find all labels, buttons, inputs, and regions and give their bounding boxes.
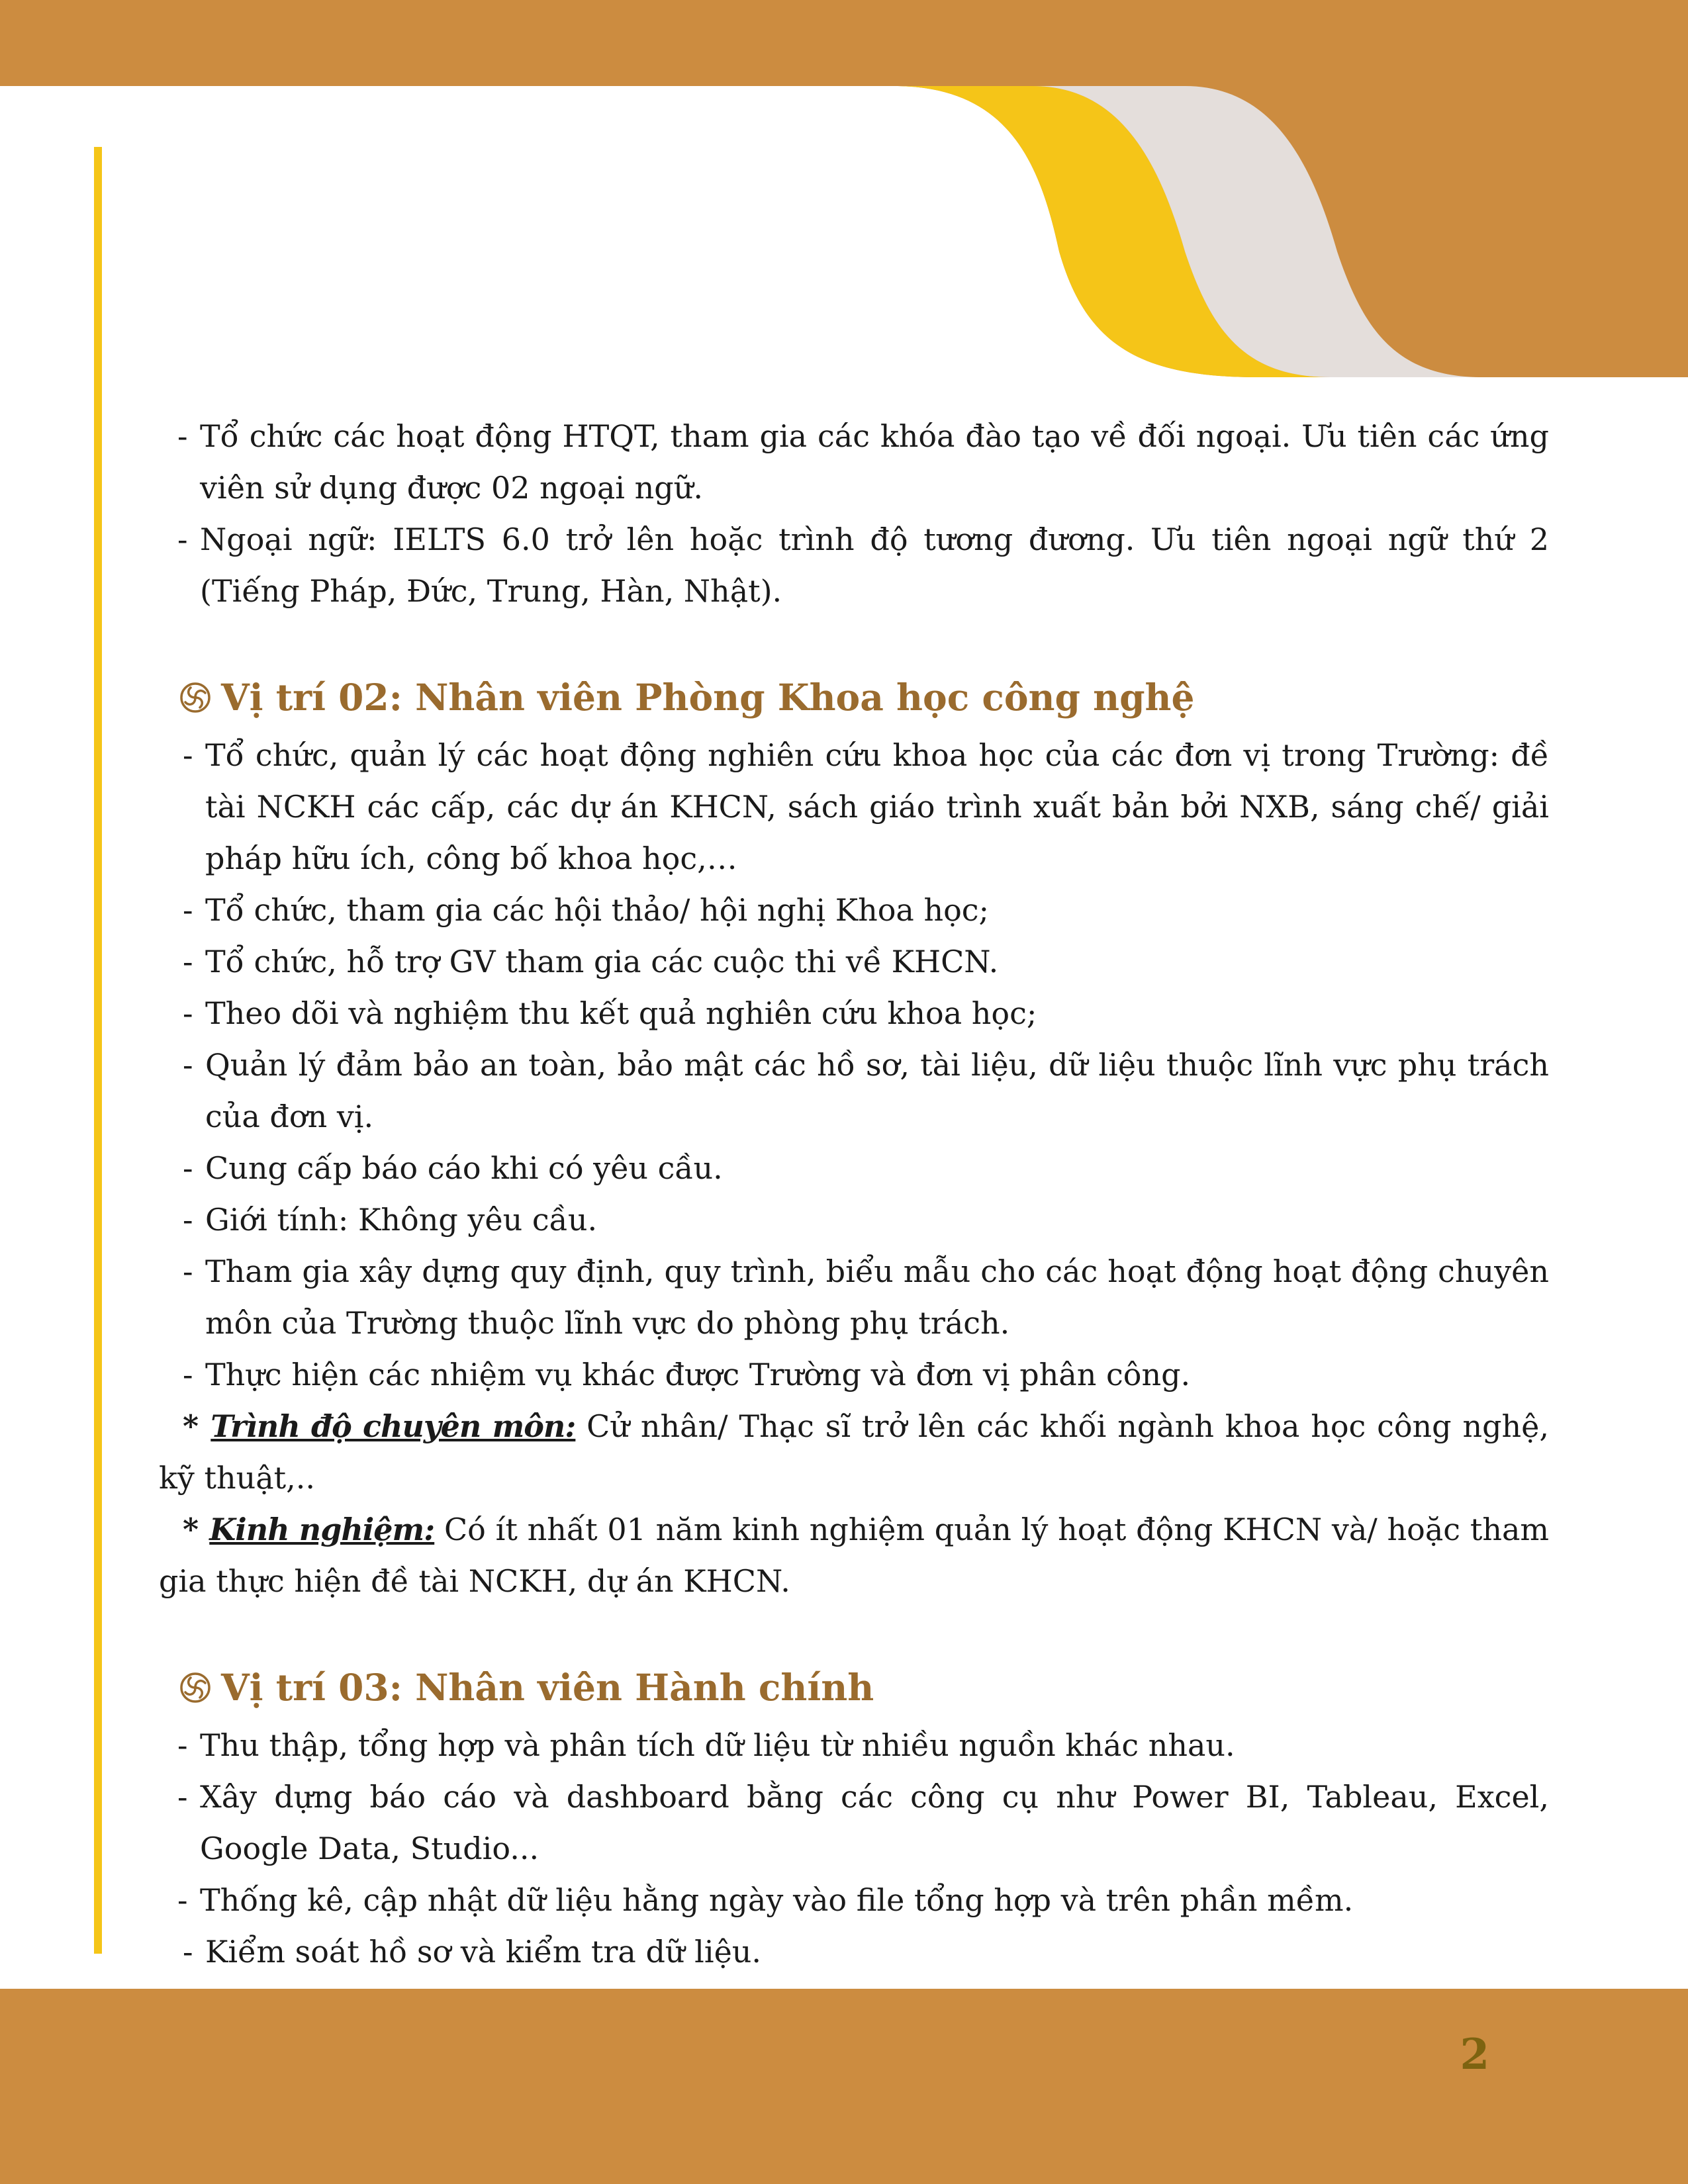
list-item: - Thống kê, cập nhật dữ liệu hằng ngày vào file tổng hợp và trên phần mềm. bbox=[177, 1882, 1354, 1918]
section-title-position-02: Vị trí 02: Nhân viên Phòng Khoa học công nghệ bbox=[159, 670, 1549, 725]
list-item: - Tổ chức, tham gia các hội thảo/ hội nghị Khoa học; bbox=[183, 892, 990, 928]
qualification-text: Cử nhân/ Thạc sĩ trở lên các khối ngành khoa học công nghệ, kỹ thuật,.. bbox=[159, 1408, 1549, 1496]
document-body bbox=[159, 410, 1549, 1978]
header-wave-decoration bbox=[0, 0, 1688, 377]
list-item: - Tổ chức, hỗ trợ GV tham gia các cuộc thi về KHCN. bbox=[183, 944, 999, 979]
footer-band bbox=[0, 1989, 1688, 2184]
swirl-icon bbox=[179, 1671, 212, 1704]
qualification-label: Trình độ chuyên môn: bbox=[211, 1408, 576, 1444]
list-item: - Cung cấp báo cáo khi có yêu cầu. bbox=[183, 1150, 723, 1186]
swirl-icon bbox=[179, 681, 212, 714]
page-number: 2 bbox=[1460, 2030, 1489, 2079]
left-accent-rule bbox=[94, 147, 102, 1954]
list-item: - Tổ chức các hoạt động HTQT, tham gia các khóa đào tạo về đối ngoại. Ưu tiên các ứng viên sử dụng được 02 ngoại ngữ. bbox=[177, 418, 1549, 506]
list-item: - Kiểm soát hồ sơ và kiểm tra dữ liệu. bbox=[183, 1934, 762, 1970]
list-item: - Tham gia xây dựng quy định, quy trình, biểu mẫu cho các hoạt động hoạt động chuyên môn của Trường thuộc lĩnh vực do phòng phụ trách. bbox=[183, 1253, 1549, 1341]
list-item: - Theo dõi và nghiệm thu kết quả nghiên cứu khoa học; bbox=[183, 995, 1037, 1031]
experience-label: Kinh nghiệm: bbox=[209, 1512, 435, 1547]
list-item: - Tổ chức, quản lý các hoạt động nghiên cứu khoa học của các đơn vị trong Trường: đề tài NCKH các cấp, các dự án KHCN, sách giáo trình xuất bản bởi NXB, sáng chế/ giải pháp hữu ích, công bố khoa học,… bbox=[183, 737, 1549, 876]
list-item: - Giới tính: Không yêu cầu. bbox=[183, 1202, 598, 1238]
list-item: - Xây dựng báo cáo và dashboard bằng các công cụ như Power BI, Tableau, Excel, Google Data, Studio... bbox=[177, 1779, 1549, 1866]
list-item: - Ngoại ngữ: IELTS 6.0 trở lên hoặc trình độ tương đương. Ưu tiên ngoại ngữ thứ 2 (Tiếng Pháp, Đức, Trung, Hàn, Nhật). bbox=[177, 522, 1549, 609]
list-item: - Quản lý đảm bảo an toàn, bảo mật các hồ sơ, tài liệu, dữ liệu thuộc lĩnh vực phụ trách của đơn vị. bbox=[183, 1047, 1549, 1134]
list-item: - Thu thập, tổng hợp và phân tích dữ liệu từ nhiều nguồn khác nhau. bbox=[177, 1727, 1235, 1763]
experience-text: Có ít nhất 01 năm kinh nghiệm quản lý hoạt động KHCN và/ hoặc tham gia thực hiện đề tài NCKH, dự án KHCN. bbox=[159, 1512, 1549, 1599]
experience-requirement: * Kinh nghiệm: Có ít nhất 01 năm kinh nghiệm quản lý hoạt động KHCN và/ hoặc tham gia thực hiện đề tài NCKH, dự án KHCN. bbox=[159, 1512, 1549, 1599]
qualification-requirement: * Trình độ chuyên môn: Cử nhân/ Thạc sĩ trở lên các khối ngành khoa học công nghệ, kỹ thuật,.. bbox=[159, 1408, 1549, 1496]
list-item: - Thực hiện các nhiệm vụ khác được Trường và đơn vị phân công. bbox=[183, 1357, 1191, 1392]
section-title-position-03: Vị trí 03: Nhân viên Hành chính bbox=[159, 1660, 1549, 1715]
